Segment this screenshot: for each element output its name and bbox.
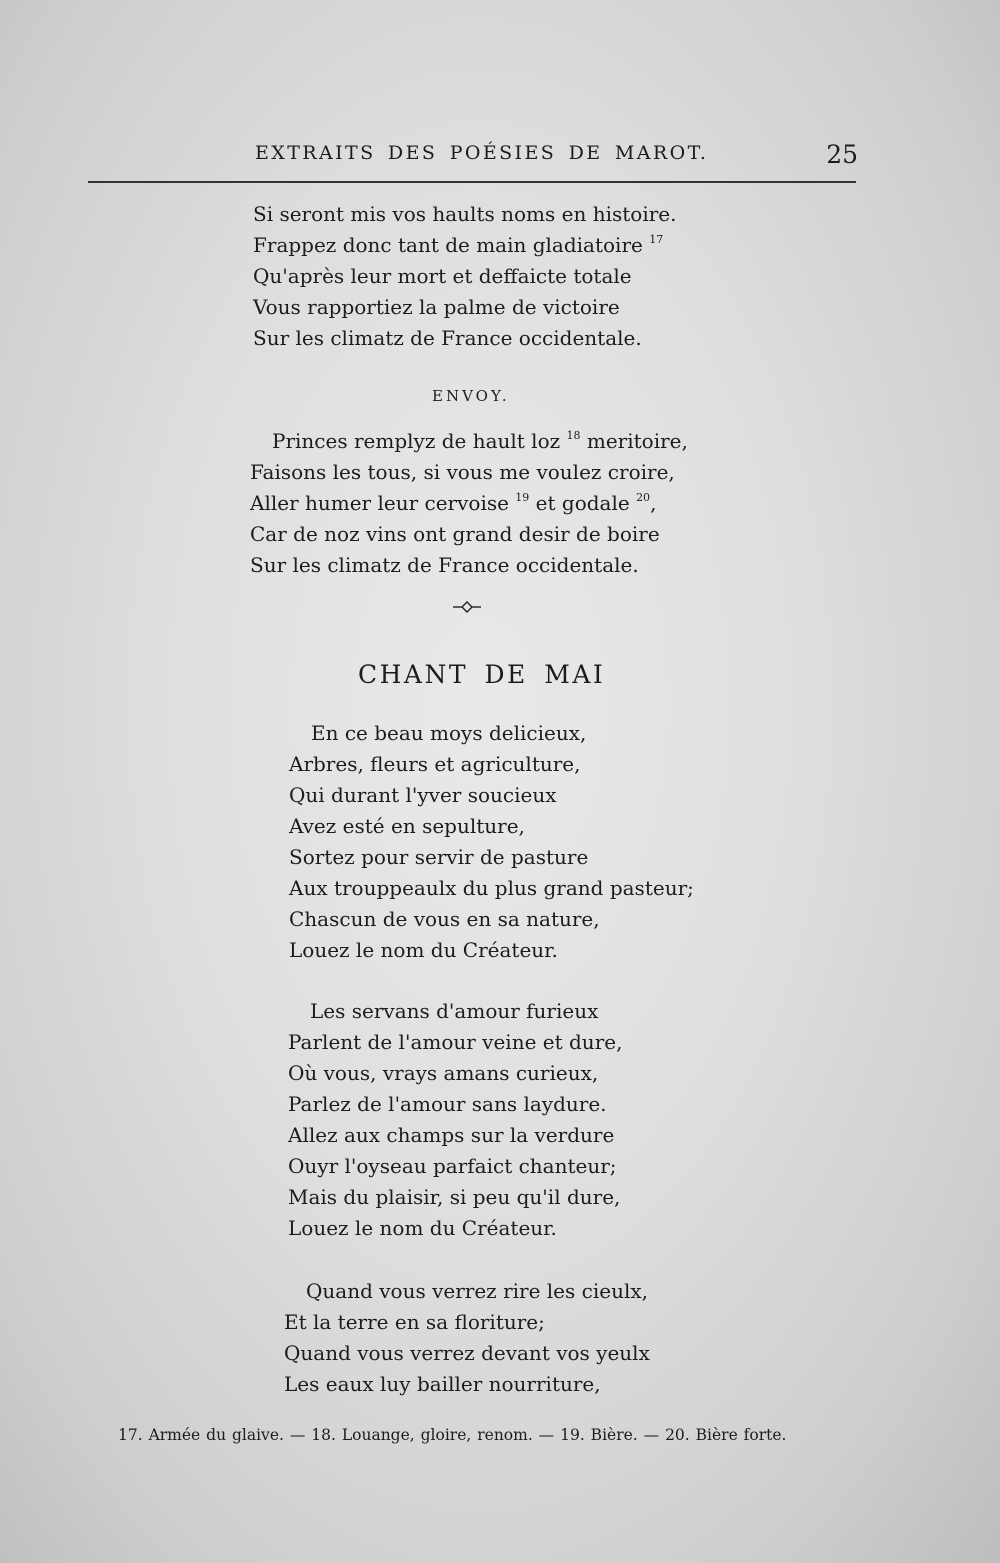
footnote-marker: 17 <box>649 233 664 246</box>
ornament-divider-icon <box>452 598 482 616</box>
verse-line: Chascun de vous en sa nature, <box>289 907 600 931</box>
verse-line: Parlent de l'amour veine et dure, <box>288 1030 623 1054</box>
footnote-marker: 20 <box>636 491 651 504</box>
verse-line: Quand vous verrez rire les cieulx, <box>306 1279 648 1303</box>
verse-line: Avez esté en sepulture, <box>289 814 525 838</box>
verse-line: Mais du plaisir, si peu qu'il dure, <box>288 1185 621 1209</box>
poem-stanza-3 <box>284 1276 650 1400</box>
verse-line: Et la terre en sa floriture; <box>284 1310 545 1334</box>
poem-stanza-1 <box>289 718 694 966</box>
verse-line: Qui durant l'yver soucieux <box>289 783 557 807</box>
verse-line: Aller humer leur cervoise $^{19}$ et godale $^{20}$, <box>250 491 657 515</box>
verse-line: Vous rapportiez la palme de victoire <box>253 295 620 319</box>
verse-line: Princes remplyz de hault loz $^{18}$ meritoire, <box>272 429 688 453</box>
verse-line: Arbres, fleurs et agriculture, <box>289 752 581 776</box>
footnote-marker: 19 <box>515 491 530 504</box>
verse-line: Faisons les tous, si vous me voulez croire, <box>250 460 675 484</box>
verse-line: Frappez donc tant de main gladiatoire $^{17}$ <box>253 233 664 257</box>
envoy-heading: ENVOY. <box>432 387 510 405</box>
envoy-stanza <box>250 426 688 581</box>
verse-line: Où vous, vrays amans curieux, <box>288 1061 599 1085</box>
page-number: 25 <box>826 140 858 169</box>
verse-line: Aux trouppeaulx du plus grand pasteur; <box>289 876 694 900</box>
verse-line: Sur les climatz de France occidentale. <box>250 553 639 577</box>
ballade-final-stanza <box>253 199 676 354</box>
verse-line: Si seront mis vos haults noms en histoire. <box>253 202 677 226</box>
footnotes: 17. Armée du glaive. — 18. Louange, gloire, renom. — 19. Bière. — 20. Bière forte. <box>118 1426 787 1444</box>
footnote-marker: 18 <box>566 429 581 442</box>
verse-line: En ce beau moys delicieux, <box>311 721 587 745</box>
header-rule <box>88 181 856 183</box>
verse-line: Sur les climatz de France occidentale. <box>253 326 642 350</box>
running-title: EXTRAITS DES POÉSIES DE MAROT. <box>255 142 709 164</box>
verse-line: Louez le nom du Créateur. <box>288 1216 557 1240</box>
verse-line: Quand vous verrez devant vos yeulx <box>284 1341 650 1365</box>
verse-line: Car de noz vins ont grand desir de boire <box>250 522 660 546</box>
verse-line: Louez le nom du Créateur. <box>289 938 558 962</box>
verse-line: Sortez pour servir de pasture <box>289 845 589 869</box>
poem-title: CHANT DE MAI <box>358 660 606 689</box>
verse-line: Les eaux luy bailler nourriture, <box>284 1372 601 1396</box>
poem-stanza-2 <box>288 996 622 1244</box>
verse-line: Allez aux champs sur la verdure <box>288 1123 615 1147</box>
verse-line: Qu'après leur mort et deffaicte totale <box>253 264 632 288</box>
verse-line: Ouyr l'oyseau parfaict chanteur; <box>288 1154 617 1178</box>
verse-line: Les servans d'amour furieux <box>310 999 599 1023</box>
verse-line: Parlez de l'amour sans laydure. <box>288 1092 607 1116</box>
